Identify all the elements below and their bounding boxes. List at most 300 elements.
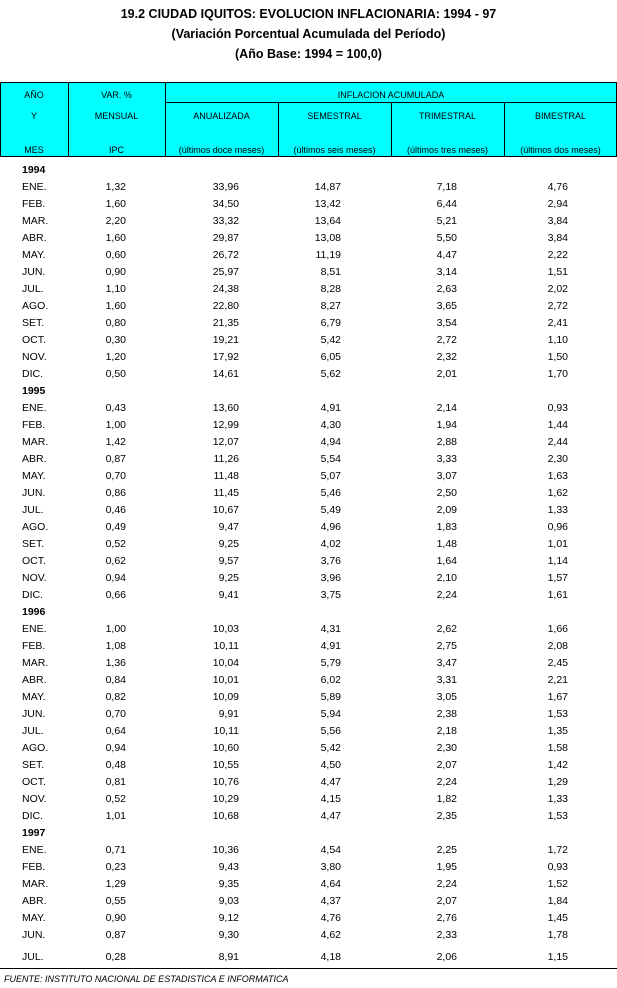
anualizada-cell: 25,97 [212, 266, 239, 278]
month-cell: OCT. [22, 334, 46, 346]
bimestral-cell: 1,15 [547, 951, 568, 963]
month-cell: DIC. [22, 368, 43, 380]
trimestral-cell: 1,95 [436, 861, 457, 873]
footer-divider [0, 968, 617, 969]
anualizada-cell: 14,61 [212, 368, 239, 380]
trimestral-cell: 2,24 [436, 776, 457, 788]
semestral-cell: 13,42 [314, 198, 341, 210]
mensual-cell: 0,60 [105, 249, 126, 261]
trimestral-cell: 3,65 [436, 300, 457, 312]
trimestral-cell: 2,62 [436, 623, 457, 635]
trimestral-cell: 1,48 [436, 538, 457, 550]
anualizada-cell: 10,29 [212, 793, 239, 805]
table-row [0, 808, 617, 825]
bimestral-cell: 1,42 [547, 759, 568, 771]
anualizada-cell: 10,60 [212, 742, 239, 754]
month-cell: ABR. [22, 674, 47, 686]
table-row [0, 213, 617, 230]
bimestral-cell: 2,08 [547, 640, 568, 652]
table-title: 19.2 CIUDAD IQUITOS: EVOLUCION INFLACIONARIA: 1994 - 97 [120, 7, 497, 21]
trimestral-cell: 3,31 [436, 674, 457, 686]
semestral-cell: 4,47 [320, 776, 341, 788]
trimestral-cell: 2,07 [436, 895, 457, 907]
mensual-cell: 0,62 [105, 555, 126, 567]
bimestral-cell: 2,30 [547, 453, 568, 465]
bimestral-cell: 1,14 [547, 555, 568, 567]
mensual-cell: 0,87 [105, 929, 126, 941]
mensual-cell: 0,82 [105, 691, 126, 703]
anualizada-cell: 10,68 [212, 810, 239, 822]
table-row [0, 791, 617, 808]
semestral-cell: 3,80 [320, 861, 341, 873]
trimestral-cell: 1,83 [436, 521, 457, 533]
bimestral-cell: 1,61 [547, 589, 568, 601]
mensual-cell: 1,60 [105, 300, 126, 312]
table-row [0, 247, 617, 264]
trimestral-cell: 2,09 [436, 504, 457, 516]
semestral-cell: 5,46 [320, 487, 341, 499]
table-row [0, 485, 617, 502]
bimestral-cell: 0,93 [547, 861, 568, 873]
semestral-cell: 14,87 [314, 181, 341, 193]
bimestral-cell: 1,53 [547, 708, 568, 720]
table-row [0, 672, 617, 689]
anualizada-cell: 13,60 [212, 402, 239, 414]
mensual-cell: 0,48 [105, 759, 126, 771]
semestral-cell: 4,64 [320, 878, 341, 890]
semestral-cell: 5,07 [320, 470, 341, 482]
source-footnote: FUENTE: INSTITUTO NACIONAL DE ESTADISTICA E INFORMATICA [4, 974, 289, 984]
trimestral-cell: 2,30 [436, 742, 457, 754]
table-row [0, 298, 617, 315]
mensual-cell: 0,94 [105, 572, 126, 584]
table-row [0, 689, 617, 706]
trimestral-cell: 2,14 [436, 402, 457, 414]
base-year-note: (Año Base: 1994 = 100,0) [235, 47, 382, 61]
mensual-cell: 0,70 [105, 470, 126, 482]
trimestral-cell: 2,38 [436, 708, 457, 720]
month-cell: AGO. [22, 521, 49, 533]
header-trimestral: TRIMESTRAL [418, 111, 476, 121]
bimestral-cell: 1,33 [547, 504, 568, 516]
semestral-cell: 5,56 [320, 725, 341, 737]
table-row [0, 417, 617, 434]
trimestral-cell: 2,10 [436, 572, 457, 584]
month-cell: ABR. [22, 232, 47, 244]
bimestral-cell: 2,41 [547, 317, 568, 329]
month-cell: NOV. [22, 351, 47, 363]
trimestral-cell: 2,75 [436, 640, 457, 652]
anualizada-cell: 12,99 [212, 419, 239, 431]
semestral-cell: 3,76 [320, 555, 341, 567]
bimestral-cell: 1,52 [547, 878, 568, 890]
anualizada-cell: 10,09 [212, 691, 239, 703]
trimestral-cell: 2,18 [436, 725, 457, 737]
table-row [0, 910, 617, 927]
anualizada-cell: 22,80 [212, 300, 239, 312]
anualizada-cell: 9,35 [218, 878, 239, 890]
year-label: 1996 [22, 606, 46, 618]
bimestral-cell: 3,84 [547, 232, 568, 244]
month-cell: FEB. [22, 640, 46, 652]
semestral-cell: 13,08 [314, 232, 341, 244]
month-cell: DIC. [22, 589, 43, 601]
semestral-cell: 8,28 [320, 283, 341, 295]
bimestral-cell: 2,02 [547, 283, 568, 295]
semestral-cell: 6,02 [320, 674, 341, 686]
semestral-cell: 5,89 [320, 691, 341, 703]
month-cell: MAR. [22, 657, 49, 669]
month-cell: JUN. [22, 487, 46, 499]
header-y: Y [30, 111, 37, 121]
month-cell: JUN. [22, 929, 46, 941]
table-row [0, 757, 617, 774]
semestral-cell: 3,75 [320, 589, 341, 601]
month-cell: ENE. [22, 181, 47, 193]
table-row [0, 230, 617, 247]
month-cell: FEB. [22, 419, 46, 431]
bimestral-cell: 4,76 [547, 181, 568, 193]
month-cell: JUL. [22, 951, 44, 963]
table-row [0, 842, 617, 859]
bimestral-cell: 1,63 [547, 470, 568, 482]
month-cell: JUN. [22, 266, 46, 278]
anualizada-cell: 10,55 [212, 759, 239, 771]
trimestral-cell: 2,88 [436, 436, 457, 448]
semestral-cell: 6,05 [320, 351, 341, 363]
table-row [0, 949, 617, 966]
anualizada-cell: 26,72 [212, 249, 239, 261]
mensual-cell: 1,01 [105, 810, 126, 822]
semestral-cell: 5,54 [320, 453, 341, 465]
month-cell: MAY. [22, 912, 46, 924]
table-row [0, 400, 617, 417]
trimestral-cell: 3,05 [436, 691, 457, 703]
semestral-cell: 4,02 [320, 538, 341, 550]
mensual-cell: 0,30 [105, 334, 126, 346]
header-mensual: MENSUAL [94, 111, 139, 121]
table-row [0, 366, 617, 383]
semestral-cell: 4,31 [320, 623, 341, 635]
anualizada-cell: 10,01 [212, 674, 239, 686]
table-row [0, 621, 617, 638]
anualizada-cell: 10,03 [212, 623, 239, 635]
semestral-cell: 4,96 [320, 521, 341, 533]
table-row [0, 587, 617, 604]
anualizada-cell: 24,38 [212, 283, 239, 295]
bimestral-cell: 1,29 [547, 776, 568, 788]
anualizada-cell: 9,43 [218, 861, 239, 873]
month-cell: SET. [22, 538, 45, 550]
anualizada-cell: 9,25 [218, 538, 239, 550]
bimestral-cell: 1,70 [547, 368, 568, 380]
semestral-cell: 4,50 [320, 759, 341, 771]
table-row [0, 196, 617, 213]
semestral-cell: 5,42 [320, 334, 341, 346]
table-row [0, 315, 617, 332]
header-sub-anualizada: (últimos doce meses) [178, 145, 265, 155]
table-subtitle: (Variación Porcentual Acumulada del Período) [171, 27, 446, 41]
semestral-cell: 13,64 [314, 215, 341, 227]
semestral-cell: 4,91 [320, 402, 341, 414]
anualizada-cell: 10,11 [213, 640, 239, 652]
mensual-cell: 0,55 [105, 895, 126, 907]
mensual-cell: 0,46 [105, 504, 126, 516]
mensual-cell: 0,52 [105, 793, 126, 805]
semestral-cell: 4,62 [320, 929, 341, 941]
month-cell: ABR. [22, 453, 47, 465]
trimestral-cell: 3,07 [436, 470, 457, 482]
semestral-cell: 5,42 [320, 742, 341, 754]
month-cell: MAR. [22, 215, 49, 227]
mensual-cell: 0,90 [105, 266, 126, 278]
mensual-cell: 1,60 [105, 232, 126, 244]
mensual-cell: 0,86 [105, 487, 126, 499]
trimestral-cell: 2,50 [436, 487, 457, 499]
semestral-cell: 5,49 [320, 504, 341, 516]
month-cell: JUN. [22, 708, 46, 720]
table-row [0, 553, 617, 570]
mensual-cell: 1,60 [105, 198, 126, 210]
table-row [0, 876, 617, 893]
month-cell: SET. [22, 317, 45, 329]
anualizada-cell: 9,47 [218, 521, 239, 533]
bimestral-cell: 1,10 [547, 334, 568, 346]
mensual-cell: 0,94 [105, 742, 126, 754]
month-cell: DIC. [22, 810, 43, 822]
bimestral-cell: 2,21 [547, 674, 568, 686]
anualizada-cell: 34,50 [212, 198, 239, 210]
mensual-cell: 0,84 [105, 674, 126, 686]
anualizada-cell: 11,26 [213, 453, 239, 465]
semestral-cell: 4,18 [320, 951, 341, 963]
header-var-pct: VAR. % [101, 90, 132, 100]
bimestral-cell: 1,66 [547, 623, 568, 635]
semestral-cell: 5,62 [320, 368, 341, 380]
header-anio: AÑO [24, 90, 44, 100]
year-label: 1997 [22, 827, 46, 839]
semestral-cell: 4,91 [320, 640, 341, 652]
mensual-cell: 1,10 [105, 283, 126, 295]
header-sub-semestral: (últimos seis meses) [293, 145, 376, 155]
table-row [0, 434, 617, 451]
mensual-cell: 0,49 [105, 521, 126, 533]
bimestral-cell: 1,67 [547, 691, 568, 703]
bimestral-cell: 1,84 [547, 895, 568, 907]
table-row [0, 570, 617, 587]
bimestral-cell: 1,58 [547, 742, 568, 754]
trimestral-cell: 6,44 [436, 198, 457, 210]
table-header [0, 82, 617, 157]
semestral-cell: 11,19 [315, 249, 341, 261]
table-row [0, 451, 617, 468]
bimestral-cell: 3,84 [547, 215, 568, 227]
mensual-cell: 0,71 [105, 844, 126, 856]
table-row [0, 264, 617, 281]
header-sub-trimestral: (últimos tres meses) [406, 145, 488, 155]
semestral-cell: 4,47 [320, 810, 341, 822]
mensual-cell: 0,87 [105, 453, 126, 465]
bimestral-cell: 2,45 [547, 657, 568, 669]
semestral-cell: 5,94 [320, 708, 341, 720]
anualizada-cell: 8,91 [218, 951, 239, 963]
header-anualizada: ANUALIZADA [193, 111, 250, 121]
trimestral-cell: 7,18 [436, 181, 457, 193]
table-row [0, 927, 617, 944]
bimestral-cell: 2,94 [547, 198, 568, 210]
semestral-cell: 5,79 [320, 657, 341, 669]
month-cell: JUL. [22, 725, 44, 737]
month-cell: MAR. [22, 878, 49, 890]
mensual-cell: 0,80 [105, 317, 126, 329]
bimestral-cell: 1,72 [547, 844, 568, 856]
table-row [0, 859, 617, 876]
mensual-cell: 1,00 [105, 419, 126, 431]
semestral-cell: 3,96 [320, 572, 341, 584]
anualizada-cell: 33,32 [212, 215, 239, 227]
anualizada-cell: 12,07 [212, 436, 239, 448]
semestral-cell: 4,94 [320, 436, 341, 448]
trimestral-cell: 2,72 [436, 334, 457, 346]
anualizada-cell: 9,03 [218, 895, 239, 907]
trimestral-cell: 2,25 [436, 844, 457, 856]
trimestral-cell: 2,06 [436, 951, 457, 963]
mensual-cell: 2,20 [105, 215, 126, 227]
semestral-cell: 8,27 [320, 300, 341, 312]
bimestral-cell: 2,72 [547, 300, 568, 312]
table-row [0, 179, 617, 196]
semestral-cell: 4,30 [320, 419, 341, 431]
semestral-cell: 8,51 [320, 266, 341, 278]
trimestral-cell: 1,94 [436, 419, 457, 431]
mensual-cell: 0,52 [105, 538, 126, 550]
bimestral-cell: 1,62 [547, 487, 568, 499]
semestral-cell: 4,37 [320, 895, 341, 907]
mensual-cell: 1,36 [105, 657, 126, 669]
year-label: 1994 [22, 164, 46, 176]
bimestral-cell: 1,53 [547, 810, 568, 822]
table-row [0, 893, 617, 910]
mensual-cell: 0,43 [105, 402, 126, 414]
bimestral-cell: 0,96 [547, 521, 568, 533]
table-row [0, 349, 617, 366]
bimestral-cell: 2,22 [547, 249, 568, 261]
table-row [0, 655, 617, 672]
bimestral-cell: 1,01 [547, 538, 568, 550]
trimestral-cell: 2,07 [436, 759, 457, 771]
anualizada-cell: 29,87 [212, 232, 239, 244]
month-cell: NOV. [22, 572, 47, 584]
trimestral-cell: 5,21 [436, 215, 457, 227]
anualizada-cell: 10,11 [213, 725, 239, 737]
semestral-cell: 4,15 [320, 793, 341, 805]
table-row [0, 740, 617, 757]
header-semestral: SEMESTRAL [307, 111, 362, 121]
mensual-cell: 0,81 [105, 776, 126, 788]
trimestral-cell: 3,14 [436, 266, 457, 278]
bimestral-cell: 1,50 [547, 351, 568, 363]
trimestral-cell: 4,47 [436, 249, 457, 261]
anualizada-cell: 9,57 [218, 555, 239, 567]
mensual-cell: 1,00 [105, 623, 126, 635]
table-row [0, 502, 617, 519]
table-row [0, 332, 617, 349]
trimestral-cell: 2,35 [436, 810, 457, 822]
semestral-cell: 4,76 [320, 912, 341, 924]
trimestral-cell: 3,54 [436, 317, 457, 329]
trimestral-cell: 2,63 [436, 283, 457, 295]
bimestral-cell: 2,44 [547, 436, 568, 448]
month-cell: OCT. [22, 776, 46, 788]
table-row [0, 519, 617, 536]
mensual-cell: 0,28 [105, 951, 126, 963]
anualizada-cell: 11,45 [213, 487, 239, 499]
table-row [0, 536, 617, 553]
header-bimestral: BIMESTRAL [534, 111, 586, 121]
bimestral-cell: 1,78 [547, 929, 568, 941]
month-cell: AGO. [22, 300, 49, 312]
trimestral-cell: 2,01 [436, 368, 457, 380]
trimestral-cell: 1,82 [436, 793, 457, 805]
anualizada-cell: 9,30 [218, 929, 239, 941]
month-cell: MAR. [22, 436, 49, 448]
bimestral-cell: 1,35 [547, 725, 568, 737]
month-cell: JUL. [22, 283, 44, 295]
header-sub-bimestral: (últimos dos meses) [520, 145, 601, 155]
anualizada-cell: 11,48 [213, 470, 239, 482]
mensual-cell: 1,32 [105, 181, 126, 193]
year-label: 1995 [22, 385, 46, 397]
anualizada-cell: 10,76 [212, 776, 239, 788]
trimestral-cell: 3,47 [436, 657, 457, 669]
month-cell: ENE. [22, 402, 47, 414]
mensual-cell: 0,70 [105, 708, 126, 720]
anualizada-cell: 10,36 [212, 844, 239, 856]
table-row [0, 723, 617, 740]
trimestral-cell: 2,32 [436, 351, 457, 363]
table-row [0, 706, 617, 723]
anualizada-cell: 9,91 [218, 708, 239, 720]
month-cell: AGO. [22, 742, 49, 754]
mensual-cell: 0,90 [105, 912, 126, 924]
anualizada-cell: 9,25 [218, 572, 239, 584]
header-inflacion-acumulada: INFLACION ACUMULADA [337, 90, 445, 100]
month-cell: MAY. [22, 249, 46, 261]
trimestral-cell: 5,50 [436, 232, 457, 244]
mensual-cell: 0,23 [105, 861, 126, 873]
month-cell: MAY. [22, 470, 46, 482]
anualizada-cell: 10,67 [212, 504, 239, 516]
mensual-cell: 1,29 [105, 878, 126, 890]
month-cell: OCT. [22, 555, 46, 567]
trimestral-cell: 2,24 [436, 878, 457, 890]
month-cell: NOV. [22, 793, 47, 805]
bimestral-cell: 1,57 [547, 572, 568, 584]
anualizada-cell: 9,41 [218, 589, 239, 601]
semestral-cell: 6,79 [320, 317, 341, 329]
mensual-cell: 0,50 [105, 368, 126, 380]
anualizada-cell: 10,04 [212, 657, 239, 669]
divider [165, 102, 617, 103]
month-cell: ABR. [22, 895, 47, 907]
trimestral-cell: 2,76 [436, 912, 457, 924]
header-ipc: IPC [108, 145, 124, 155]
trimestral-cell: 2,24 [436, 589, 457, 601]
bimestral-cell: 0,93 [547, 402, 568, 414]
month-cell: ENE. [22, 844, 47, 856]
mensual-cell: 0,64 [105, 725, 126, 737]
anualizada-cell: 9,12 [218, 912, 239, 924]
